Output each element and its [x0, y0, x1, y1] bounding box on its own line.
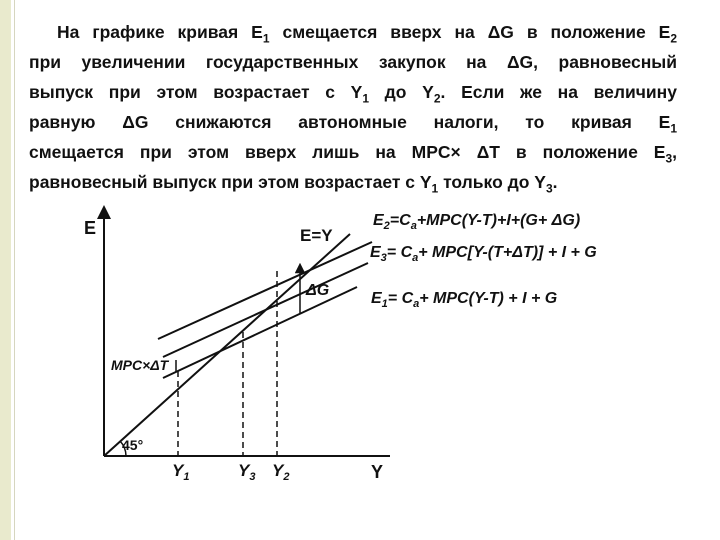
e3-equation: $E_3= C_a+ MPC[Y-(T+\Delta T)] + I + G$ [370, 244, 597, 264]
line-e3 [163, 263, 368, 357]
line-45-degree [104, 234, 350, 456]
y1-label: $Y_1$ [172, 461, 190, 483]
y-axis-label: E [84, 218, 97, 238]
line-e1 [163, 287, 357, 378]
text-line-4: равную ΔG снижаются автономные налоги, то кривая $E_1$ [29, 112, 677, 136]
x-axis-label: Y [371, 462, 384, 482]
text-line-1: На графике кривая $E_1$ смещается вверх на ΔG в положение $E_2$ [57, 22, 677, 46]
mpc-dt-label: MPC×ΔT [111, 357, 169, 373]
e2-equation: $E_2=C_a+MPC(Y-T)+I+(G+ \Delta G)$ [373, 212, 581, 232]
y2-label: $Y_2$ [272, 461, 290, 483]
line-e2 [158, 242, 372, 339]
y3-label: $Y_3$ [238, 461, 256, 483]
e1-equation: $E_1= C_a+ MPC(Y-T) + I + G$ [371, 290, 558, 310]
text-line-5: смещается при этом вверх лишь на MPC× ΔT в положение $E_3$, [29, 142, 677, 166]
delta-g-label: ΔG [306, 282, 330, 299]
text-line-3: выпуск при этом возрастает с $Y_1$ до $Y_2$. Если же на величину [29, 82, 677, 106]
angle-45-label: 45° [122, 437, 144, 453]
line-45-label: E=Y [300, 226, 333, 245]
text-line-6: равновесный выпуск при этом возрастает с $Y_1$ только до $Y_3$. [29, 172, 558, 196]
text-line-2: при увеличении государственных закупок на ΔG, равновесный [29, 52, 677, 72]
